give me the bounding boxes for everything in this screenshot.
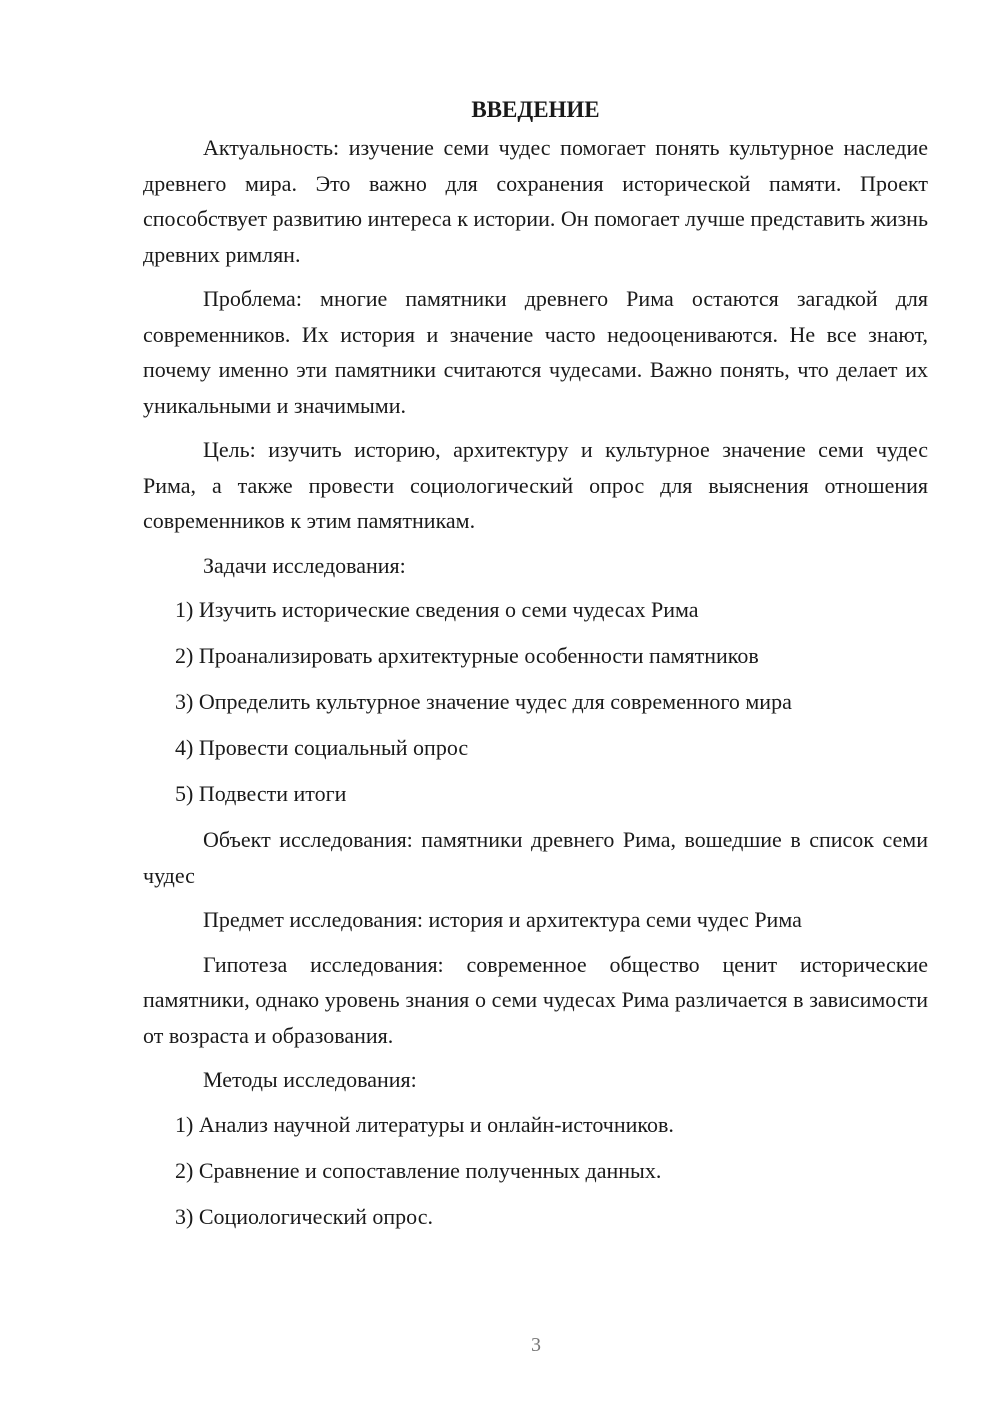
section-title: ВВЕДЕНИЕ [471,97,600,122]
document-page [143,92,928,1245]
method-item: 1) Анализ научной литературы и онлайн-источников. [175,1111,674,1137]
hypothesis-paragraph: Гипотеза исследования: современное общество ценит исторические памятники, однако уровень знания о семи чудесах Рима различается в зависимости от возраста и образования. [143,951,928,1048]
goal-paragraph: Цель: изучить историю, архитектуру и культурное значение семи чудес Рима, а также провести социологический опрос для выяснения отношения современников к этим памятникам. [143,437,928,533]
subject-paragraph: Предмет исследования: история и архитектура семи чудес Рима [203,907,802,932]
object-paragraph: Объект исследования: памятники древнего Рима, вошедшие в список семи чудес [143,827,928,888]
tasks-heading: Задачи исследования: [203,552,406,578]
page-number: 3 [531,1334,541,1356]
methods-list [143,1107,928,1235]
problem-paragraph: Проблема: многие памятники древнего Рима остаются загадкой для современников. Их история и значение часто недооцениваются. Не все знают, почему именно эти памятники считаются чудесами. Важно понять, что делает их уникальными и значимыми. [143,286,928,418]
relevance-paragraph: Актуальность: изучение семи чудес помогает понять культурное наследие древнего мира. Это важно для сохранения исторической памяти. Проект способствует развитию интереса к истории. Он помогает лучше представить жизнь древних римлян. [143,135,928,267]
task-item: 3) Определить культурное значение чудес для современного мира [175,689,792,714]
task-item: 2) Проанализировать архитектурные особенности памятников [175,643,759,668]
method-item: 2) Сравнение и сопоставление полученных данных. [175,1157,662,1183]
methods-heading: Методы исследования: [203,1067,417,1092]
task-item: 4) Провести социальный опрос [175,735,469,760]
task-item: 5) Подвести итоги [175,781,347,806]
task-item: 1) Изучить исторические сведения о семи чудесах Рима [175,597,699,622]
method-item: 3) Социологический опрос. [175,1203,433,1229]
tasks-list [143,592,928,812]
